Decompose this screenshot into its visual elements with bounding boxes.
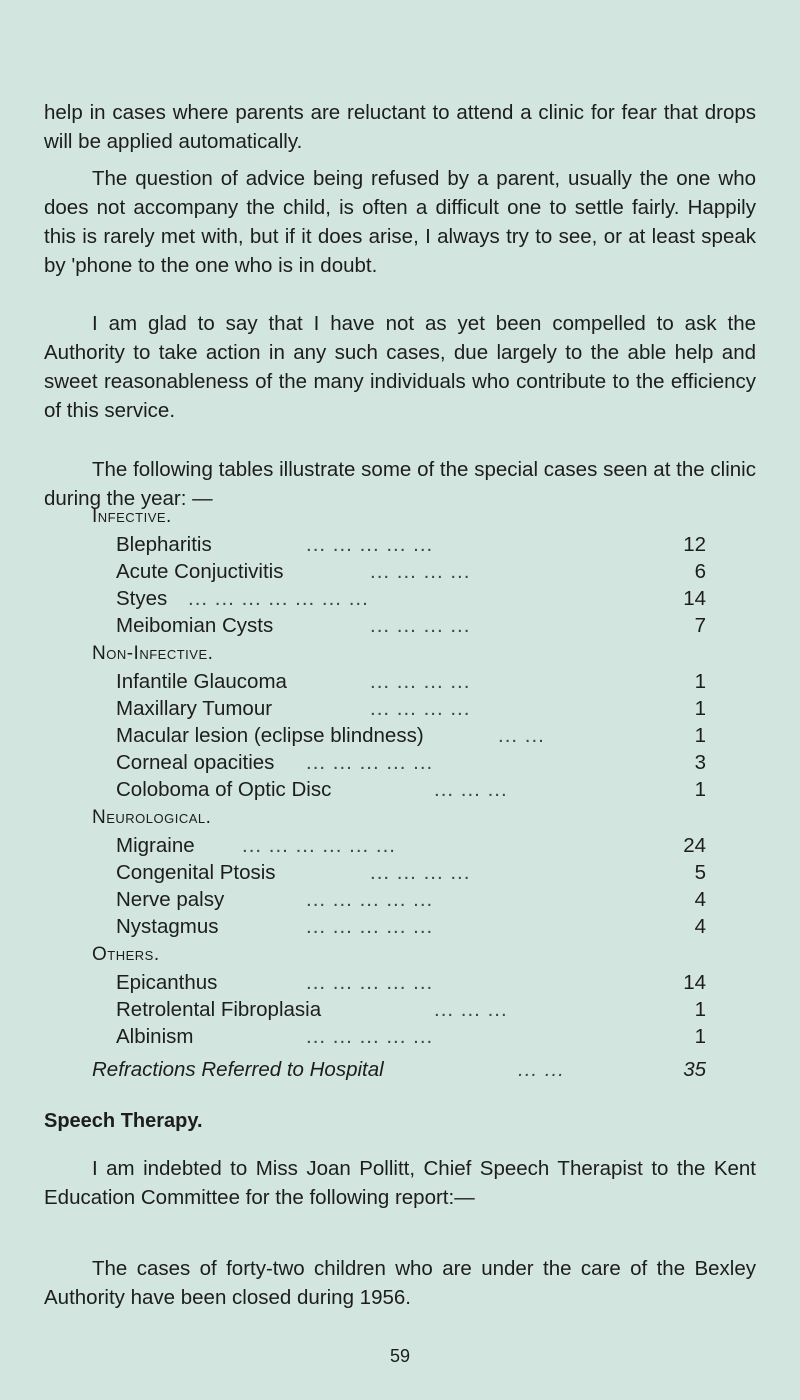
- table-row: [116, 886, 706, 914]
- row-label: Coloboma of Optic Disc: [116, 778, 332, 801]
- leader-dots: ... ... ... ... ...: [306, 888, 434, 911]
- row-label: Nerve palsy: [116, 888, 225, 911]
- category-heading-non-infective: Non-Infective.: [92, 643, 214, 664]
- table-row: [116, 668, 706, 696]
- row-value: 1: [694, 1025, 706, 1048]
- table-row: [116, 832, 706, 860]
- row-label: Infantile Glaucoma: [116, 670, 287, 693]
- row-value: 12: [683, 533, 706, 556]
- table-row: [116, 695, 706, 723]
- row-value: 1: [694, 697, 706, 720]
- row-label: Maxillary Tumour: [116, 697, 273, 720]
- leader-dots: ... ... ... ... ... ...: [242, 834, 396, 857]
- row-value: 24: [683, 834, 706, 857]
- leader-dots: ... ...: [518, 1058, 565, 1081]
- table-row: [116, 722, 706, 750]
- table-row: [116, 585, 706, 613]
- table-row: [116, 749, 706, 777]
- leader-dots: ... ... ... ...: [370, 614, 471, 637]
- row-label: Migraine: [116, 834, 195, 857]
- leader-dots: ... ... ... ... ...: [306, 533, 434, 556]
- row-label: Blepharitis: [116, 533, 212, 556]
- leader-dots: ... ... ... ... ...: [306, 1025, 434, 1048]
- category-heading-neurological: Neurological.: [92, 807, 212, 828]
- row-label: Nystagmus: [116, 915, 219, 938]
- leader-dots: ... ... ... ...: [370, 670, 471, 693]
- row-label: Corneal opacities: [116, 751, 275, 774]
- paragraph-speech-cases: The cases of forty-two children who are under the care of the Bexley Authority have been closed during 1956.: [44, 1257, 756, 1309]
- table-row: [116, 996, 706, 1024]
- table-row: [116, 612, 706, 640]
- row-value: 14: [683, 587, 706, 610]
- table-row: [116, 859, 706, 887]
- category-heading-infective: Infective.: [92, 506, 172, 527]
- row-value: 6: [694, 560, 706, 583]
- row-label: Acute Conjuctivitis: [116, 560, 284, 583]
- category-heading-others: Others.: [92, 944, 160, 965]
- row-value: 1: [694, 724, 706, 747]
- paragraph-authority: I am glad to say that I have not as yet been compelled to ask the Authority to take action in any such cases, due largely to the able help and sweet reasonableness of the many individuals who contribute to the efficiency of this service.: [44, 312, 756, 422]
- row-label: Congenital Ptosis: [116, 861, 276, 884]
- row-value: 7: [694, 614, 706, 637]
- row-label: Epicanthus: [116, 971, 218, 994]
- leader-dots: ... ... ...: [434, 778, 508, 801]
- paragraph-speech-report: I am indebted to Miss Joan Pollitt, Chief Speech Therapist to the Kent Education Committee for the following report:—: [44, 1157, 756, 1209]
- row-label: Retrolental Fibroplasia: [116, 998, 322, 1021]
- leader-dots: ... ... ... ... ...: [306, 751, 434, 774]
- leader-dots: ... ... ... ... ...: [306, 915, 434, 938]
- row-value: 5: [694, 861, 706, 884]
- leader-dots: ... ... ... ... ... ... ...: [188, 587, 369, 610]
- row-label: Meibomian Cysts: [116, 614, 274, 637]
- table-row: [116, 913, 706, 941]
- row-value: 1: [694, 670, 706, 693]
- leader-dots: ... ...: [498, 724, 545, 747]
- leader-dots: ... ... ... ...: [370, 560, 471, 583]
- table-row-refractions: [92, 1056, 706, 1084]
- row-value: 35: [683, 1058, 706, 1081]
- row-value: 14: [683, 971, 706, 994]
- row-value: 1: [694, 778, 706, 801]
- leader-dots: ... ... ...: [434, 998, 508, 1021]
- row-label: Refractions Referred to Hospital: [92, 1058, 384, 1081]
- row-value: 3: [694, 751, 706, 774]
- section-heading-speech-therapy: Speech Therapy.: [44, 1110, 203, 1132]
- paragraph-advice-refused: The question of advice being refused by a parent, usually the one who does not accompany the child, is often a difficult one to settle fairly. Happily this is rarely met with, but if it does arise, I always try to see, or at least speak by 'phone to the one who is in doubt.: [44, 167, 756, 277]
- table-row: [116, 969, 706, 997]
- leader-dots: ... ... ... ...: [370, 861, 471, 884]
- table-row: [116, 1023, 706, 1051]
- row-label: Albinism: [116, 1025, 194, 1048]
- table-row: [116, 776, 706, 804]
- leader-dots: ... ... ... ...: [370, 697, 471, 720]
- row-value: 4: [694, 915, 706, 938]
- paragraph-intro: help in cases where parents are reluctant to attend a clinic for fear that drops will be applied automatically.: [44, 101, 756, 153]
- paragraph-tables-intro: The following tables illustrate some of the special cases seen at the clinic during the year: —: [44, 458, 756, 510]
- row-label: Styes: [116, 587, 168, 610]
- table-row: [116, 531, 706, 559]
- page-number: 59: [389, 1346, 411, 1366]
- row-label: Macular lesion (eclipse blindness): [116, 724, 424, 747]
- row-value: 4: [694, 888, 706, 911]
- leader-dots: ... ... ... ... ...: [306, 971, 434, 994]
- row-value: 1: [694, 998, 706, 1021]
- table-row: [116, 558, 706, 586]
